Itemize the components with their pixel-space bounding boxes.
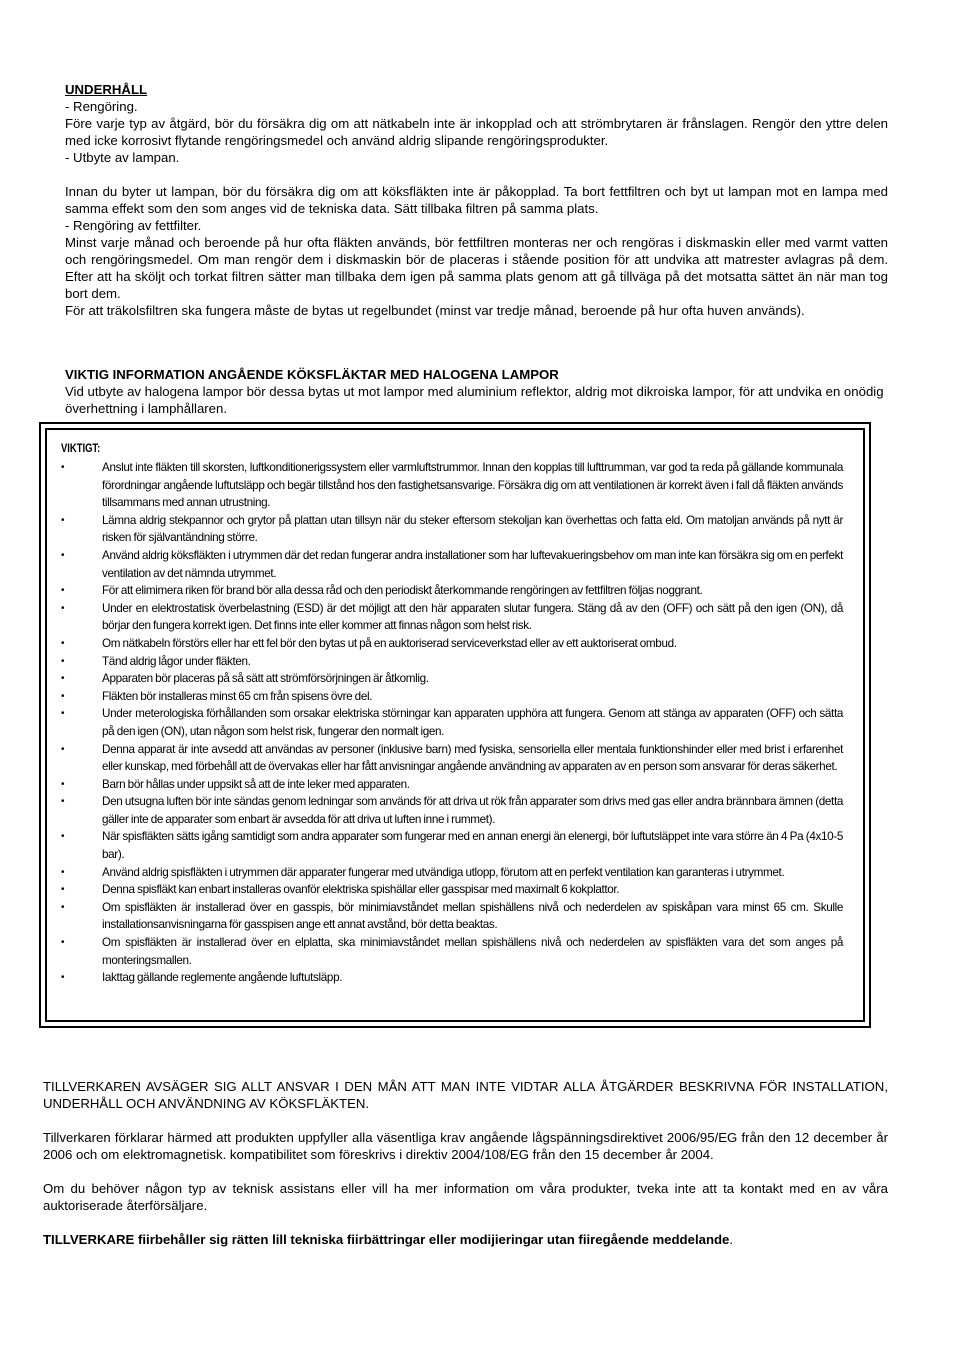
maintenance-heading: UNDERHÅLL	[65, 82, 148, 97]
warning-item-text: Anslut inte fläkten till skorsten, luftkonditionerigssystem eller varmluftstrummor. Innan den kopplas till lufttrumman, var god ta reda på gällande kommunala förordningar angående luftutsläpp och begär tillstånd hos den fastighetsansvarige. Försäkra dig om att ventilationen är korrekt även i fall då fläkten används tillsammans med annan utrustning.	[102, 461, 843, 510]
bullet-icon: •	[61, 901, 65, 913]
warning-title: VIKTIGT:	[61, 443, 101, 455]
warning-item-text: Denna apparat är inte avsedd att användas av personer (inklusive barn) med fysiska, sensoriella eller mentala funktionshinder eller med brist i erfarenhet eller kunskap, med förbehåll att de övervakas eller har fått anvisningar angående användning av apparaten av en person som ansvarar för deras säkerhet.	[102, 742, 843, 774]
bullet-icon: •	[61, 655, 65, 667]
bullet-icon: •	[61, 708, 65, 720]
warning-list-item	[61, 776, 843, 794]
warning-list-item	[61, 828, 843, 863]
warning-list-item	[61, 864, 843, 882]
bullet-icon: •	[61, 778, 65, 790]
warning-item-text: Använd aldrig köksfläkten i utrymmen där det redan fungerar andra installationer som har luftevakueringsbehov om man inte kan försäkra sig om en perfekt ventilation av det nämnda utrymmet.	[102, 548, 843, 580]
warning-list-item	[61, 635, 843, 653]
spacer	[65, 166, 888, 183]
bullet-icon: •	[61, 585, 65, 597]
warning-box	[39, 422, 871, 1028]
warning-item-text: Om spisfläkten är installerad över en elplatta, ska minimiavståndet mellan spishällens nivå och nederdelen av spisfläkten vara det som anges på monteringsmallen.	[102, 936, 843, 967]
warning-list-item	[61, 547, 843, 582]
conformity-declaration: Tillverkaren förklarar härmed att produkten uppfyller alla väsentliga krav angående lågspänningsdirektivet 2006/95/EG från den 12 december år 2006 och om elektromagnetisk. kompatibilitet som föreskrivs i direktiv 2004/108/EG från den 15 december år 2004.	[43, 1130, 888, 1162]
rights-reserved-text: TILLVERKARE fiirbehåller sig rätten lill tekniska fiirbättringar eller modijieringar utan fiiregående meddelande	[43, 1232, 730, 1247]
warning-item-text: När spisfläkten sätts igång samtidigt som andra apparater som fungerar med en annan energi än elenergi, bör luftutsläppet inte vara större än 4 Pa (4x10-5 bar).	[102, 830, 843, 862]
warning-list-item	[61, 793, 843, 828]
lamp-replacement-paragraph: Innan du byter ut lampan, bör du försäkra dig om att köksfläkten inte är påkopplad. Ta bort fettfiltren och byt ut lampan mot en lampa med samma effekt som den som anges vid de tekniska data. Sätt tillbaka filtren på samma plats.	[65, 184, 888, 216]
liability-disclaimer: TILLVERKAREN AVSÄGER SIG ALLT ANSVAR I DEN MÅN ATT MAN INTE VIDTAR ALLA ÅTGÄRDER BESKRIVNA FÖR INSTALLATION, UNDERHÅLL OCH ANVÄNDNING AV KÖKSFLÄKTEN.	[43, 1079, 888, 1111]
bullet-icon: •	[61, 796, 65, 808]
warning-box-content	[61, 441, 843, 987]
bullet-icon: •	[61, 972, 65, 984]
warning-item-text: Tänd aldrig lågor under fläkten.	[102, 654, 251, 668]
halogen-heading: VIKTIG INFORMATION ANGÅENDE KÖKSFLÄKTAR MED HALOGENA LAMPOR	[65, 367, 559, 382]
spacer	[43, 1112, 888, 1129]
warning-list-item	[61, 688, 843, 706]
warning-item-text: Den utsugna luften bör inte sändas genom ledningar som används för att driva ut rök från apparater som drivs med gas eller andra brännbara ämnen (detta gäller inte de apparater som enbart är avsedda för att driva ut luften inne i rummet).	[102, 795, 843, 826]
warning-item-text: Denna spisfläkt kan enbart installeras ovanför elektriska spishällar eller gasspisar med maximalt 6 kokplattor.	[102, 883, 620, 897]
disclaimer-section	[43, 1078, 888, 1248]
warning-item-text: Om spisfläkten är installerad över en gasspis, bör minimiavståndet mellan spishällens nivå och nederdelen av spiskåpan vara minst 65 cm. Skulle installationsanvisningarna för gasspisen ange ett annat avstånd, bör detta beaktas.	[102, 900, 843, 932]
warning-list-item	[61, 459, 843, 512]
assistance-paragraph: Om du behöver någon typ av teknisk assistans eller vill ha mer information om våra produkter, tveka inte att ta kontakt med en av våra auktoriserade återförsäljare.	[43, 1181, 888, 1213]
spacer	[43, 1163, 888, 1180]
charcoal-filter-paragraph: För att träkolsfiltren ska fungera måste de bytas ut regelbundet (minst var tredje månad, beroende på hur ofta huven används).	[65, 303, 805, 318]
spacer	[43, 1214, 888, 1231]
rights-reserved-period: .	[729, 1232, 734, 1247]
halogen-info-section	[65, 366, 888, 417]
warning-list-item	[61, 653, 843, 671]
bullet-icon: •	[61, 937, 65, 949]
bullet-icon: •	[61, 831, 65, 843]
halogen-paragraph: Vid utbyte av halogena lampor bör dessa bytas ut mot lampor med aluminium reflektor, aldrig mot dikroiska lampor, för att undvika en onödig överhettning i lamphållaren.	[65, 384, 884, 416]
bullet-icon: •	[61, 866, 65, 878]
grease-filter-paragraph: Minst varje månad och beroende på hur ofta fläkten används, bör fettfiltren monteras ner och rengöras i diskmaskin eller med varmt vatten och rengöringsmedel. Om man rengör dem i diskmaskin bör de placeras i stående position för att undvika att matrester avlagras på dem. Efter att ha sköljt och torkat filtren sätter man tillbaka dem igen på samma plats genom att gå tillväga på det motsatta sättet än när man tog bort dem.	[65, 235, 888, 301]
bullet-icon: •	[61, 462, 65, 473]
warning-list	[61, 459, 843, 987]
bullet-icon: •	[61, 673, 65, 685]
warning-list-item	[61, 512, 843, 547]
warning-item-text: Om nätkabeln förstörs eller har ett fel bör den bytas ut på en auktoriserad serviceverkstad eller av ett auktoriserat ombud.	[102, 636, 677, 650]
warning-item-text: Använd aldrig spisfläkten i utrymmen där apparater fungerar med utvändiga utlopp, förutom att en perfekt ventilation kan garanteras i utrymmet.	[102, 865, 785, 879]
lamp-replacement-subheading: - Utbyte av lampan.	[65, 150, 180, 165]
bullet-icon: •	[61, 884, 65, 896]
cleaning-subheading: - Rengöring.	[65, 99, 138, 114]
grease-filter-subheading: - Rengöring av fettfilter.	[65, 218, 202, 233]
warning-list-item	[61, 934, 843, 969]
warning-list-item	[61, 969, 843, 987]
bullet-icon: •	[61, 637, 65, 649]
warning-list-item	[61, 600, 843, 635]
warning-item-text: Lämna aldrig stekpannor och grytor på plattan utan tillsyn när du steker eftersom stekoljan kan överhettas och fatta eld. Om matoljan används på nytt är risken för självantändning större.	[102, 513, 843, 545]
cleaning-paragraph: Före varje typ av åtgärd, bör du försäkra dig om att nätkabeln inte är inkopplad och att strömbrytaren är frånslagen. Rengör den yttre delen med icke korrosivt flytande rengöringsmedel och använd aldrig slipande rengöringsprodukter.	[65, 116, 888, 148]
bullet-icon: •	[61, 602, 65, 614]
maintenance-section	[65, 81, 888, 319]
warning-list-item	[61, 741, 843, 776]
warning-item-text: Barn bör hållas under uppsikt så att de inte leker med apparaten.	[102, 777, 410, 791]
warning-item-text: Fläkten bör installeras minst 65 cm från spisens övre del.	[102, 689, 373, 703]
warning-item-text: Under en elektrostatisk överbelastning (ESD) är det möjligt att den här apparaten slutar fungera. Stäng då av den (OFF) och sätt på den igen (ON), då börjar den fungera korrekt igen. Det finns inte eller kommer att finnas någon som helst risk.	[102, 601, 843, 633]
warning-item-text: Under meterologiska förhållanden som orsakar elektriska störningar kan apparaten upphöra att fungera. Genom att stänga av apparaten (OFF) och sätta på den igen (ON), utan någon som helst risk, fungerar den normalt igen.	[102, 707, 843, 738]
warning-list-item	[61, 705, 843, 740]
warning-item-text: Iakttag gällande reglemente angående luftutsläpp.	[102, 971, 343, 985]
warning-list-item	[61, 670, 843, 688]
rights-reserved-paragraph	[43, 1231, 888, 1248]
bullet-icon: •	[61, 690, 65, 702]
warning-list-item	[61, 899, 843, 934]
warning-list-item	[61, 881, 843, 899]
warning-item-text: Apparaten bör placeras på så sätt att strömförsörjningen är åtkomlig.	[102, 672, 429, 686]
warning-item-text: För att elimimera riken för brand bör alla dessa råd och den periodiskt återkommande rengöringen av fettfiltren följas noggrant.	[102, 584, 703, 598]
bullet-icon: •	[61, 514, 65, 526]
bullet-icon: •	[61, 743, 65, 755]
bullet-icon: •	[61, 549, 65, 561]
warning-list-item	[61, 582, 843, 600]
